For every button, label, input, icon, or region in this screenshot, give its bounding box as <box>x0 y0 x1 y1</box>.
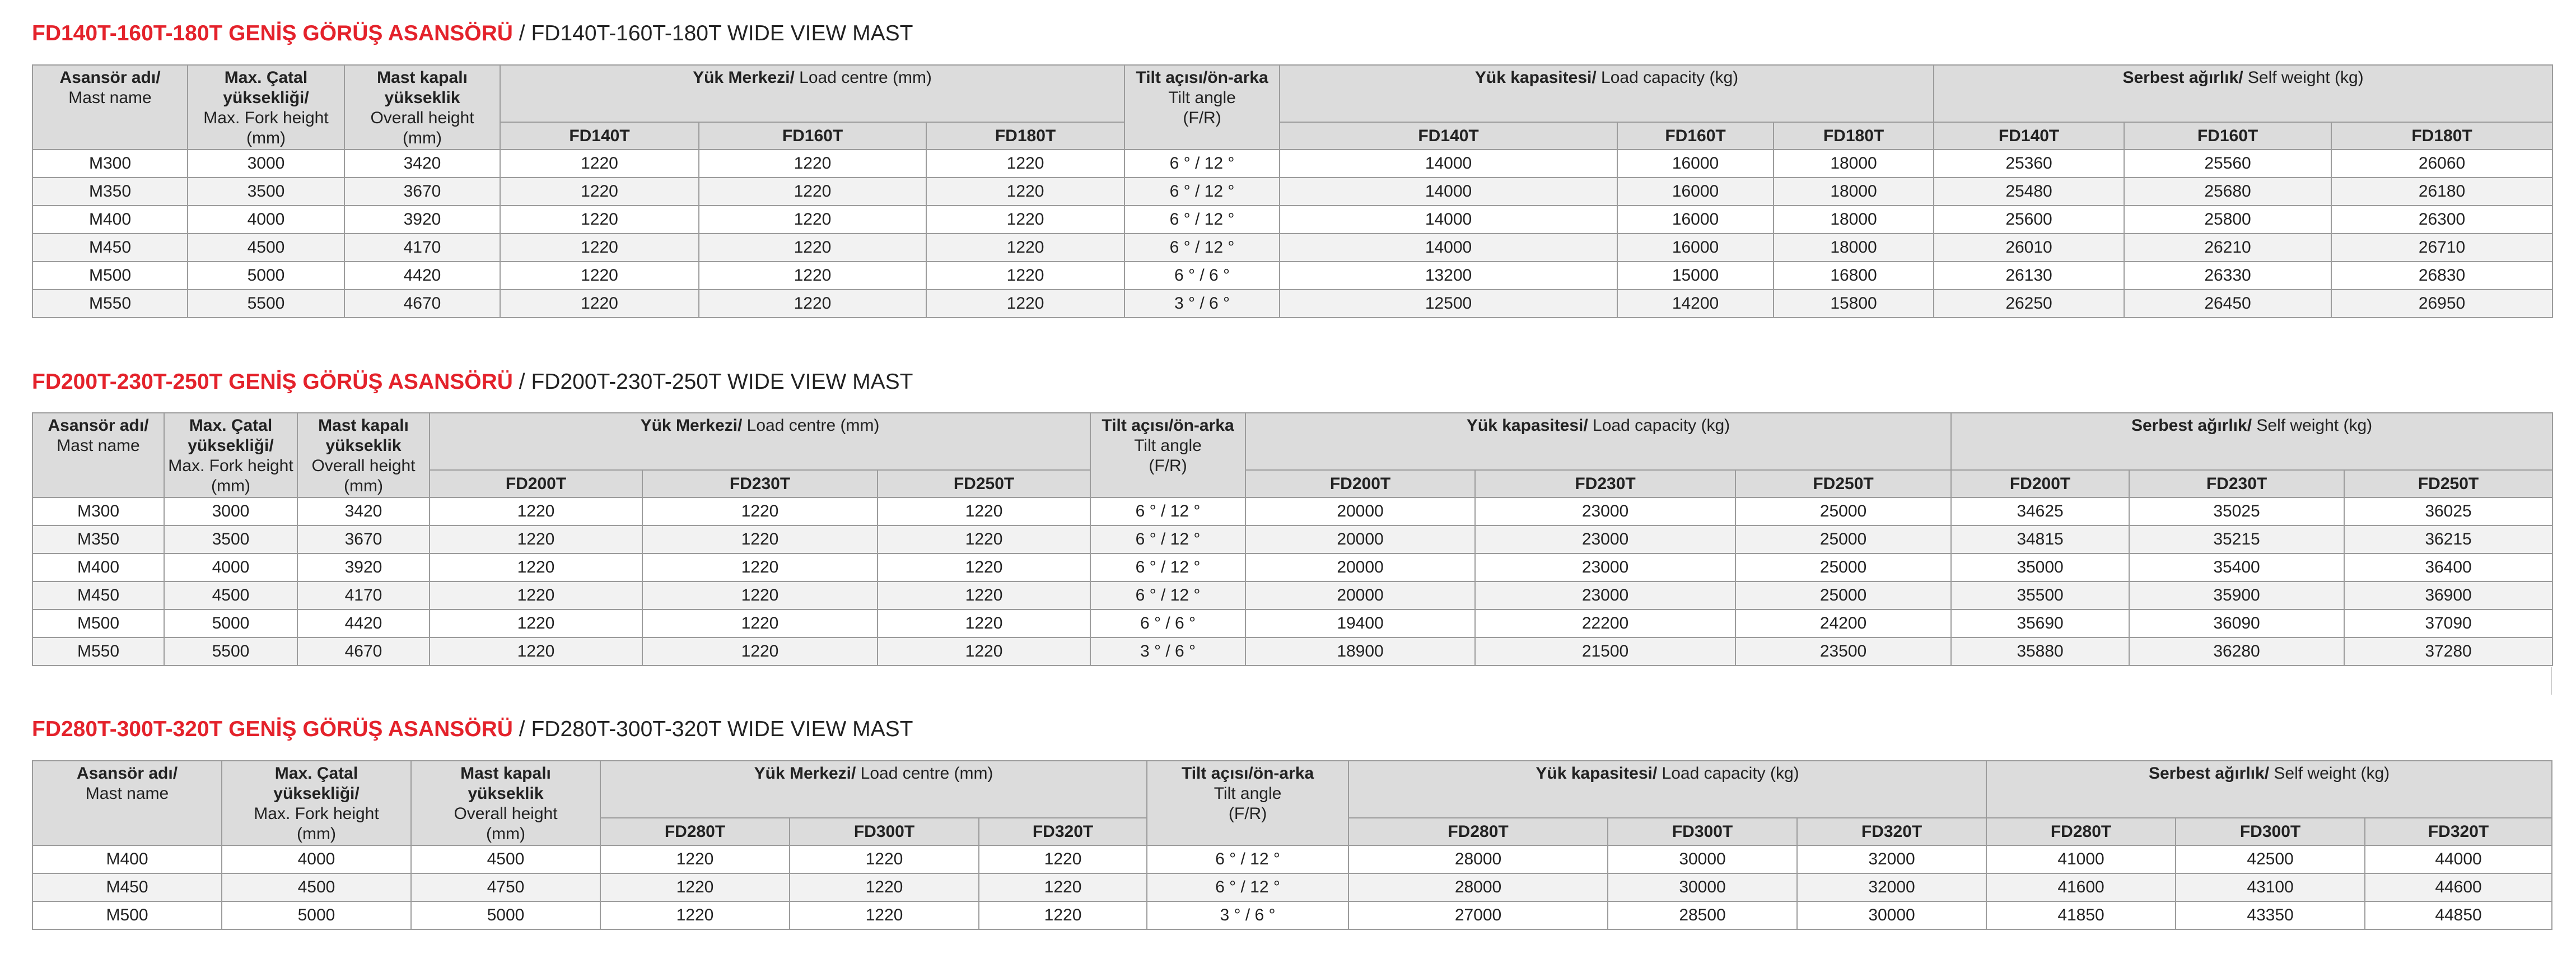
header-self-weight: Serbest ağırlık/ Self weight (kg) <box>1934 65 2552 122</box>
table-cell: 16800 <box>1774 262 1934 290</box>
table-cell: 4420 <box>297 610 430 638</box>
table-cell: 34625 <box>1951 497 2129 525</box>
table-cell: 16000 <box>1617 150 1774 178</box>
table-cell: 22200 <box>1475 610 1735 638</box>
table-cell: 41600 <box>1986 873 2176 901</box>
table-cell: 30000 <box>1797 901 1986 929</box>
table-cell: 28000 <box>1348 845 1608 873</box>
model-header: FD320T <box>1797 818 1986 845</box>
table-cell: 6 ° / 12 ° <box>1090 553 1245 581</box>
table-cell: 25000 <box>1735 497 1951 525</box>
section-title-en: FD140T-160T-180T WIDE VIEW MAST <box>531 21 913 45</box>
table-cell: 4500 <box>188 234 344 262</box>
table-cell: 4750 <box>411 873 600 901</box>
table-cell: 18900 <box>1245 638 1475 666</box>
table-cell: 3670 <box>297 525 430 553</box>
table-cell: 26180 <box>2331 178 2552 206</box>
table-cell: 1220 <box>790 901 979 929</box>
table-cell: 3000 <box>188 150 344 178</box>
table-cell: 35500 <box>1951 581 2129 610</box>
section-fd200t <box>32 365 2552 679</box>
table-row <box>32 262 2552 290</box>
table-cell: 36400 <box>2344 553 2552 581</box>
mast-name-cell: M450 <box>32 234 188 262</box>
table-cell: 1220 <box>699 290 926 318</box>
table-row <box>32 234 2552 262</box>
table-body <box>32 845 2552 929</box>
table-cell: 14000 <box>1280 150 1617 178</box>
table-cell: 14000 <box>1280 206 1617 234</box>
table-cell: 27000 <box>1348 901 1608 929</box>
border-stub <box>2551 667 2552 695</box>
table-cell: 1220 <box>430 610 642 638</box>
header-load-capacity: Yük kapasitesi/ Load capacity (kg) <box>1245 413 1951 470</box>
header-load-centre: Yük Merkezi/ Load centre (mm) <box>600 761 1147 818</box>
model-header: FD300T <box>1608 818 1797 845</box>
table-cell: 35900 <box>2129 581 2344 610</box>
section-title-tr: FD280T-300T-320T GENİŞ GÖRÜŞ ASANSÖRÜ <box>32 717 513 741</box>
table-cell: 36215 <box>2344 525 2552 553</box>
table-cell: 1220 <box>500 290 699 318</box>
table-body <box>32 150 2552 318</box>
header-overall-height: Mast kapalı yükseklik Overall height (mm) <box>344 65 500 150</box>
model-header: FD200T <box>1951 470 2129 497</box>
table-cell: 30000 <box>1608 873 1797 901</box>
table-cell: 4670 <box>344 290 500 318</box>
table-cell: 6 ° / 6 ° <box>1124 262 1280 290</box>
table-cell: 25800 <box>2124 206 2331 234</box>
table-cell: 3 ° / 6 ° <box>1090 638 1245 666</box>
header-load-centre: Yük Merkezi/ Load centre (mm) <box>500 65 1124 122</box>
table-row <box>32 525 2552 553</box>
table-cell: 44600 <box>2365 873 2552 901</box>
table-cell: 3420 <box>297 497 430 525</box>
table-cell: 35400 <box>2129 553 2344 581</box>
mast-name-cell: M400 <box>32 845 222 873</box>
header-self-weight: Serbest ağırlık/ Self weight (kg) <box>1951 413 2552 470</box>
model-header: FD250T <box>878 470 1090 497</box>
table-cell: 1220 <box>642 610 878 638</box>
model-header: FD320T <box>979 818 1147 845</box>
table-cell: 1220 <box>430 581 642 610</box>
table-cell: 20000 <box>1245 525 1475 553</box>
table-cell: 6 ° / 6 ° <box>1090 610 1245 638</box>
table-cell: 1220 <box>979 873 1147 901</box>
table-row <box>32 497 2552 525</box>
table-cell: 37280 <box>2344 638 2552 666</box>
table-cell: 1220 <box>979 845 1147 873</box>
table-cell: 6 ° / 12 ° <box>1090 497 1245 525</box>
table-cell: 23000 <box>1475 497 1735 525</box>
table-cell: 5000 <box>222 901 411 929</box>
table-cell: 1220 <box>699 206 926 234</box>
table-cell: 15000 <box>1617 262 1774 290</box>
model-header: FD180T <box>2331 122 2552 150</box>
section-title <box>32 713 2552 746</box>
table-cell: 26250 <box>1934 290 2124 318</box>
table-cell: 3920 <box>344 206 500 234</box>
table-cell: 1220 <box>926 290 1124 318</box>
table-cell: 3500 <box>164 525 297 553</box>
table-cell: 1220 <box>979 901 1147 929</box>
table-cell: 6 ° / 12 ° <box>1124 178 1280 206</box>
table-row <box>32 873 2552 901</box>
table-cell: 23500 <box>1735 638 1951 666</box>
mast-name-cell: M400 <box>32 553 164 581</box>
table-cell: 3920 <box>297 553 430 581</box>
table-cell: 44850 <box>2365 901 2552 929</box>
section-title <box>32 17 2552 50</box>
model-header: FD300T <box>790 818 979 845</box>
table-cell: 1220 <box>699 150 926 178</box>
table-body <box>32 497 2552 666</box>
mast-name-cell: M300 <box>32 150 188 178</box>
table-cell: 18000 <box>1774 150 1934 178</box>
header-tilt-angle: Tilt açısı/ön-arka Tilt angle (F/R) <box>1147 761 1348 845</box>
header-load-centre: Yük Merkezi/ Load centre (mm) <box>430 413 1090 470</box>
table-cell: 5000 <box>188 262 344 290</box>
table-cell: 1220 <box>500 234 699 262</box>
table-cell: 20000 <box>1245 581 1475 610</box>
table-cell: 25000 <box>1735 525 1951 553</box>
table-cell: 5500 <box>164 638 297 666</box>
model-header: FD280T <box>600 818 790 845</box>
table-cell: 1220 <box>430 525 642 553</box>
table-cell: 1220 <box>500 262 699 290</box>
table-cell: 1220 <box>790 873 979 901</box>
table-cell: 25360 <box>1934 150 2124 178</box>
table-cell: 1220 <box>878 581 1090 610</box>
model-header: FD180T <box>1774 122 1934 150</box>
table-cell: 5000 <box>164 610 297 638</box>
table-cell: 18000 <box>1774 234 1934 262</box>
header-fork-height: Max. Çatal yüksekliği/ Max. Fork height (mm) <box>164 413 297 497</box>
model-header: FD200T <box>1245 470 1475 497</box>
header-mast-name: Asansör adı/ Mast name <box>32 65 188 150</box>
table-cell: 1220 <box>500 178 699 206</box>
table-cell: 41000 <box>1986 845 2176 873</box>
table-cell: 1220 <box>926 262 1124 290</box>
table-cell: 12500 <box>1280 290 1617 318</box>
model-header: FD140T <box>1280 122 1617 150</box>
table-cell: 14000 <box>1280 178 1617 206</box>
header-load-capacity: Yük kapasitesi/ Load capacity (kg) <box>1280 65 1934 122</box>
table-row <box>32 150 2552 178</box>
table-cell: 26830 <box>2331 262 2552 290</box>
table-cell: 35880 <box>1951 638 2129 666</box>
table-cell: 1220 <box>926 150 1124 178</box>
table-cell: 25000 <box>1735 581 1951 610</box>
table-cell: 20000 <box>1245 553 1475 581</box>
table-cell: 3000 <box>164 497 297 525</box>
table-cell: 4000 <box>188 206 344 234</box>
table-row <box>32 581 2552 610</box>
table-cell: 26060 <box>2331 150 2552 178</box>
table-cell: 43350 <box>2176 901 2365 929</box>
model-header: FD230T <box>1475 470 1735 497</box>
table-cell: 1220 <box>699 262 926 290</box>
table-cell: 24200 <box>1735 610 1951 638</box>
table-cell: 18000 <box>1774 206 1934 234</box>
table-cell: 21500 <box>1475 638 1735 666</box>
header-fork-height: Max. Çatal yüksekliği/ Max. Fork height (mm) <box>188 65 344 150</box>
mast-name-cell: M450 <box>32 581 164 610</box>
table-cell: 14200 <box>1617 290 1774 318</box>
table-cell: 6 ° / 12 ° <box>1147 873 1348 901</box>
title-separator: / <box>512 370 531 394</box>
table-cell: 4670 <box>297 638 430 666</box>
table-cell: 6 ° / 12 ° <box>1124 234 1280 262</box>
section-title <box>32 365 2552 399</box>
table-cell: 25600 <box>1934 206 2124 234</box>
table-cell: 1220 <box>642 497 878 525</box>
table-cell: 1220 <box>430 638 642 666</box>
table-cell: 1220 <box>790 845 979 873</box>
table-cell: 26210 <box>2124 234 2331 262</box>
mast-name-cell: M350 <box>32 525 164 553</box>
table-cell: 6 ° / 12 ° <box>1124 206 1280 234</box>
table-cell: 23000 <box>1475 525 1735 553</box>
table-cell: 26130 <box>1934 262 2124 290</box>
table-cell: 41850 <box>1986 901 2176 929</box>
table-cell: 15800 <box>1774 290 1934 318</box>
table-cell: 1220 <box>642 525 878 553</box>
model-header: FD200T <box>430 470 642 497</box>
table-cell: 1220 <box>600 873 790 901</box>
table-cell: 4420 <box>344 262 500 290</box>
table-cell: 35215 <box>2129 525 2344 553</box>
mast-name-cell: M550 <box>32 290 188 318</box>
table-cell: 25000 <box>1735 553 1951 581</box>
table-cell: 25680 <box>2124 178 2331 206</box>
table-cell: 1220 <box>642 553 878 581</box>
table-cell: 16000 <box>1617 234 1774 262</box>
table-cell: 1220 <box>926 206 1124 234</box>
mast-name-cell: M500 <box>32 610 164 638</box>
mast-name-cell: M350 <box>32 178 188 206</box>
table-cell: 34815 <box>1951 525 2129 553</box>
spec-table <box>32 412 2553 666</box>
table-cell: 4500 <box>411 845 600 873</box>
table-cell: 1220 <box>926 234 1124 262</box>
table-cell: 26950 <box>2331 290 2552 318</box>
table-row <box>32 901 2552 929</box>
table-cell: 3670 <box>344 178 500 206</box>
table-row <box>32 610 2552 638</box>
header-tilt-angle: Tilt açısı/ön-arka Tilt angle (F/R) <box>1124 65 1280 150</box>
table-cell: 1220 <box>878 497 1090 525</box>
model-header: FD280T <box>1986 818 2176 845</box>
table-cell: 4000 <box>222 845 411 873</box>
table-cell: 32000 <box>1797 873 1986 901</box>
table-cell: 28000 <box>1348 873 1608 901</box>
header-overall-height: Mast kapalı yükseklik Overall height (mm) <box>411 761 600 845</box>
header-fork-height: Max. Çatal yüksekliği/ Max. Fork height (mm) <box>222 761 411 845</box>
table-cell: 1220 <box>699 178 926 206</box>
section-title-tr: FD200T-230T-250T GENİŞ GÖRÜŞ ASANSÖRÜ <box>32 370 513 394</box>
table-cell: 1220 <box>642 638 878 666</box>
table-cell: 3 ° / 6 ° <box>1124 290 1280 318</box>
table-cell: 25480 <box>1934 178 2124 206</box>
title-separator: / <box>512 21 531 45</box>
table-cell: 42500 <box>2176 845 2365 873</box>
table-cell: 1220 <box>878 610 1090 638</box>
table-cell: 35690 <box>1951 610 2129 638</box>
table-cell: 44000 <box>2365 845 2552 873</box>
model-header: FD320T <box>2365 818 2552 845</box>
model-header: FD280T <box>1348 818 1608 845</box>
table-cell: 6 ° / 12 ° <box>1090 581 1245 610</box>
table-cell: 32000 <box>1797 845 1986 873</box>
model-header: FD140T <box>500 122 699 150</box>
table-row <box>32 206 2552 234</box>
table-cell: 23000 <box>1475 581 1735 610</box>
model-header: FD300T <box>2176 818 2365 845</box>
table-cell: 1220 <box>600 901 790 929</box>
table-cell: 6 ° / 12 ° <box>1090 525 1245 553</box>
table-cell: 26450 <box>2124 290 2331 318</box>
table-cell: 13200 <box>1280 262 1617 290</box>
section-title-tr: FD140T-160T-180T GENİŞ GÖRÜŞ ASANSÖRÜ <box>32 21 513 45</box>
table-cell: 4170 <box>297 581 430 610</box>
model-header: FD160T <box>2124 122 2331 150</box>
table-cell: 18000 <box>1774 178 1934 206</box>
mast-name-cell: M550 <box>32 638 164 666</box>
table-cell: 35025 <box>2129 497 2344 525</box>
table-cell: 4500 <box>164 581 297 610</box>
section-fd140t <box>32 17 2552 331</box>
mast-name-cell: M500 <box>32 262 188 290</box>
table-cell: 3420 <box>344 150 500 178</box>
header-self-weight: Serbest ağırlık/ Self weight (kg) <box>1986 761 2552 818</box>
table-cell: 5500 <box>188 290 344 318</box>
table-cell: 26330 <box>2124 262 2331 290</box>
model-header: FD250T <box>2344 470 2552 497</box>
mast-name-cell: M500 <box>32 901 222 929</box>
model-header: FD230T <box>642 470 878 497</box>
model-header: FD140T <box>1934 122 2124 150</box>
table-cell: 28500 <box>1608 901 1797 929</box>
mast-name-cell: M400 <box>32 206 188 234</box>
table-cell: 1220 <box>430 497 642 525</box>
table-cell: 4170 <box>344 234 500 262</box>
table-cell: 1220 <box>642 581 878 610</box>
model-header: FD180T <box>926 122 1124 150</box>
table-cell: 30000 <box>1608 845 1797 873</box>
table-cell: 36025 <box>2344 497 2552 525</box>
table-cell: 35000 <box>1951 553 2129 581</box>
table-cell: 1220 <box>699 234 926 262</box>
header-load-capacity: Yük kapasitesi/ Load capacity (kg) <box>1348 761 1986 818</box>
table-cell: 6 ° / 12 ° <box>1147 845 1348 873</box>
table-cell: 43100 <box>2176 873 2365 901</box>
table-cell: 36900 <box>2344 581 2552 610</box>
table-row <box>32 845 2552 873</box>
table-cell: 36090 <box>2129 610 2344 638</box>
table-cell: 23000 <box>1475 553 1735 581</box>
model-header: FD250T <box>1735 470 1951 497</box>
table-cell: 1220 <box>500 150 699 178</box>
model-header: FD160T <box>699 122 926 150</box>
table-cell: 19400 <box>1245 610 1475 638</box>
table-cell: 5000 <box>411 901 600 929</box>
table-cell: 26710 <box>2331 234 2552 262</box>
table-cell: 37090 <box>2344 610 2552 638</box>
table-cell: 14000 <box>1280 234 1617 262</box>
table-cell: 26010 <box>1934 234 2124 262</box>
header-mast-name: Asansör adı/ Mast name <box>32 761 222 845</box>
mast-name-cell: M450 <box>32 873 222 901</box>
table-cell: 6 ° / 12 ° <box>1124 150 1280 178</box>
table-cell: 3 ° / 6 ° <box>1147 901 1348 929</box>
table-row <box>32 553 2552 581</box>
table-cell: 26300 <box>2331 206 2552 234</box>
table-cell: 36280 <box>2129 638 2344 666</box>
title-separator: / <box>512 717 531 741</box>
table-cell: 1220 <box>600 845 790 873</box>
section-title-en: FD280T-300T-320T WIDE VIEW MAST <box>531 717 913 741</box>
table-cell: 25560 <box>2124 150 2331 178</box>
table-cell: 20000 <box>1245 497 1475 525</box>
table-row <box>32 638 2552 666</box>
table-cell: 1220 <box>430 553 642 581</box>
table-cell: 3500 <box>188 178 344 206</box>
table-cell: 1220 <box>878 525 1090 553</box>
spec-table <box>32 760 2552 930</box>
table-cell: 16000 <box>1617 206 1774 234</box>
table-cell: 1220 <box>926 178 1124 206</box>
table-cell: 1220 <box>500 206 699 234</box>
table-row <box>32 290 2552 318</box>
section-title-en: FD200T-230T-250T WIDE VIEW MAST <box>531 370 913 394</box>
spec-table <box>32 64 2553 318</box>
mast-name-cell: M300 <box>32 497 164 525</box>
header-overall-height: Mast kapalı yükseklik Overall height (mm) <box>297 413 430 497</box>
table-row <box>32 178 2552 206</box>
table-cell: 4000 <box>164 553 297 581</box>
model-header: FD230T <box>2129 470 2344 497</box>
table-cell: 1220 <box>878 553 1090 581</box>
section-fd280t <box>32 713 2552 937</box>
model-header: FD160T <box>1617 122 1774 150</box>
table-cell: 16000 <box>1617 178 1774 206</box>
table-cell: 1220 <box>878 638 1090 666</box>
table-cell: 4500 <box>222 873 411 901</box>
header-tilt-angle: Tilt açısı/ön-arka Tilt angle (F/R) <box>1090 413 1245 497</box>
header-mast-name: Asansör adı/ Mast name <box>32 413 164 497</box>
